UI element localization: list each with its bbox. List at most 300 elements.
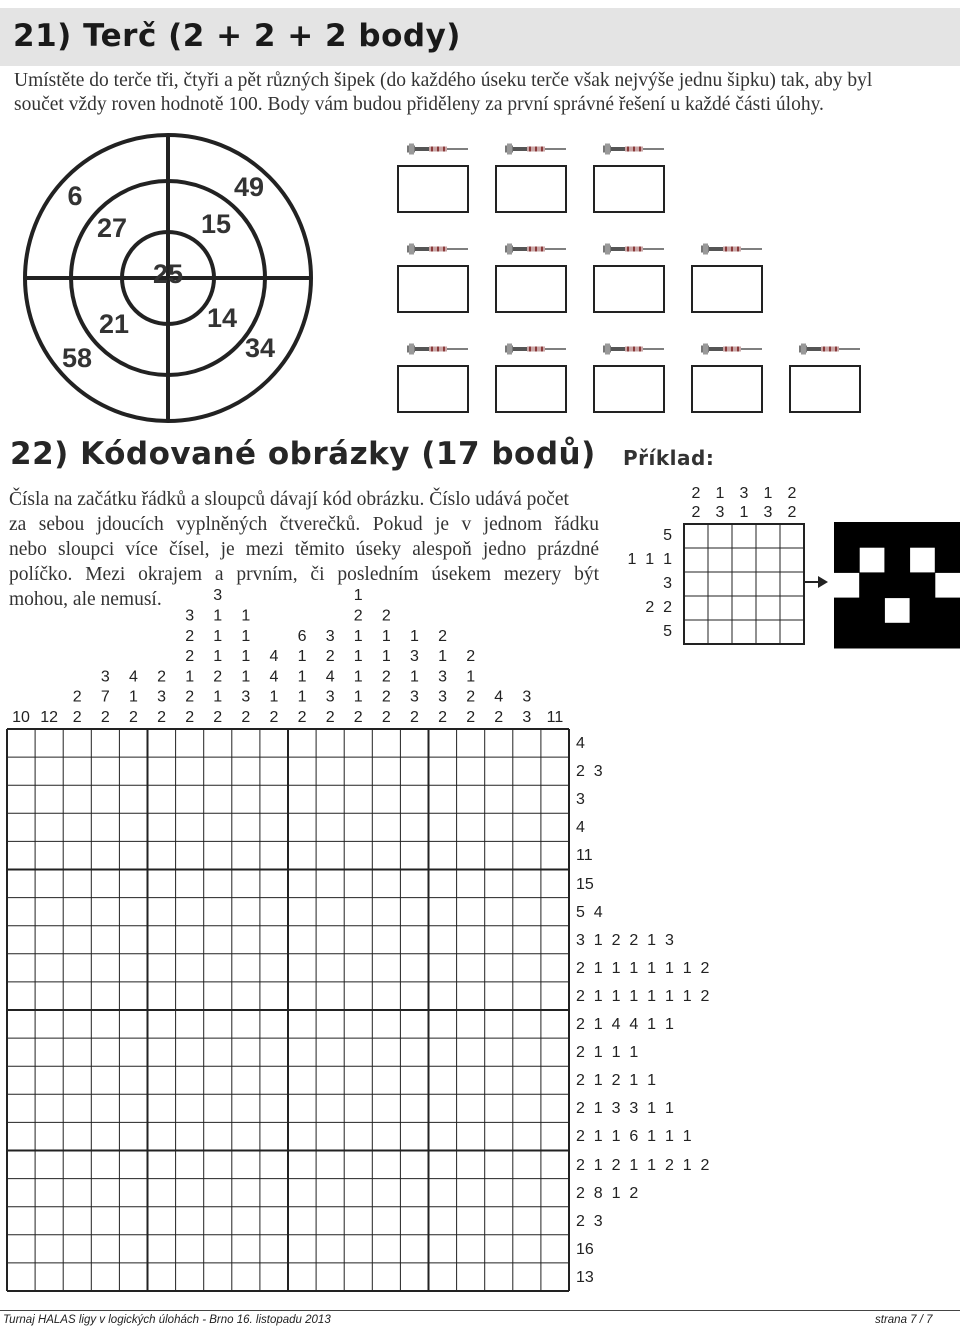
grid-cell[interactable] (485, 1038, 513, 1066)
grid-cell[interactable] (372, 1122, 400, 1150)
grid-cell[interactable] (176, 982, 204, 1010)
grid-cell[interactable] (176, 1122, 204, 1150)
grid-cell[interactable] (541, 1263, 569, 1291)
grid-cell[interactable] (485, 1151, 513, 1179)
grid-cell[interactable] (541, 1179, 569, 1207)
grid-cell[interactable] (541, 785, 569, 813)
grid-cell[interactable] (288, 729, 316, 757)
grid-cell[interactable] (400, 729, 428, 757)
grid-cell[interactable] (91, 898, 119, 926)
grid-cell[interactable] (204, 757, 232, 785)
grid-cell[interactable] (7, 841, 35, 869)
grid-cell[interactable] (513, 926, 541, 954)
grid-cell[interactable] (91, 1263, 119, 1291)
grid-cell[interactable] (176, 813, 204, 841)
grid-cell[interactable] (119, 1010, 147, 1038)
grid-cell[interactable] (457, 841, 485, 869)
grid-cell[interactable] (372, 1235, 400, 1263)
grid-cell[interactable] (91, 870, 119, 898)
grid-cell[interactable] (176, 729, 204, 757)
grid-cell[interactable] (232, 926, 260, 954)
grid-cell[interactable] (400, 841, 428, 869)
grid-cell[interactable] (7, 1151, 35, 1179)
grid-cell[interactable] (288, 813, 316, 841)
target-number[interactable]: 25 (152, 259, 184, 289)
grid-cell[interactable] (400, 926, 428, 954)
grid-cell[interactable] (429, 982, 457, 1010)
grid-cell[interactable] (148, 841, 176, 869)
grid-cell[interactable] (91, 1151, 119, 1179)
grid-cell[interactable] (91, 813, 119, 841)
grid-cell[interactable] (148, 1038, 176, 1066)
grid-cell[interactable] (541, 1151, 569, 1179)
grid-cell[interactable] (119, 1151, 147, 1179)
target-number[interactable]: 15 (200, 209, 232, 239)
target-number[interactable]: 21 (98, 309, 130, 339)
grid-cell[interactable] (316, 1179, 344, 1207)
grid-cell[interactable] (541, 841, 569, 869)
grid-cell[interactable] (35, 785, 63, 813)
grid-cell[interactable] (35, 1263, 63, 1291)
grid-cell[interactable] (372, 1038, 400, 1066)
grid-cell[interactable] (400, 1010, 428, 1038)
grid-cell[interactable] (485, 1094, 513, 1122)
grid-cell[interactable] (35, 1094, 63, 1122)
grid-cell[interactable] (7, 1094, 35, 1122)
grid-cell[interactable] (288, 785, 316, 813)
grid-cell[interactable] (316, 1151, 344, 1179)
grid-cell[interactable] (541, 813, 569, 841)
grid-cell[interactable] (232, 1122, 260, 1150)
grid-cell[interactable] (7, 870, 35, 898)
grid-cell[interactable] (485, 841, 513, 869)
grid-cell[interactable] (316, 926, 344, 954)
grid-cell[interactable] (372, 1263, 400, 1291)
grid-cell[interactable] (176, 926, 204, 954)
grid-cell[interactable] (260, 926, 288, 954)
grid-cell[interactable] (541, 1066, 569, 1094)
grid-cell[interactable] (35, 1207, 63, 1235)
grid-cell[interactable] (400, 1094, 428, 1122)
grid-cell[interactable] (204, 1094, 232, 1122)
grid-cell[interactable] (457, 1038, 485, 1066)
grid-cell[interactable] (316, 1066, 344, 1094)
grid-cell[interactable] (513, 954, 541, 982)
grid-cell[interactable] (119, 954, 147, 982)
target-number[interactable]: 34 (244, 333, 276, 363)
grid-cell[interactable] (513, 1151, 541, 1179)
grid-cell[interactable] (260, 870, 288, 898)
grid-cell[interactable] (119, 1038, 147, 1066)
grid-cell[interactable] (176, 785, 204, 813)
grid-cell[interactable] (344, 1151, 372, 1179)
grid-cell[interactable] (176, 898, 204, 926)
grid-cell[interactable] (232, 785, 260, 813)
grid-cell[interactable] (288, 1151, 316, 1179)
grid-cell[interactable] (400, 813, 428, 841)
grid-cell[interactable] (63, 1179, 91, 1207)
grid-cell[interactable] (232, 841, 260, 869)
grid-cell[interactable] (63, 1010, 91, 1038)
grid-cell[interactable] (485, 757, 513, 785)
grid-cell[interactable] (288, 870, 316, 898)
grid-cell[interactable] (91, 785, 119, 813)
grid-cell[interactable] (232, 1207, 260, 1235)
grid-cell[interactable] (63, 813, 91, 841)
grid-cell[interactable] (232, 870, 260, 898)
grid-cell[interactable] (344, 729, 372, 757)
grid-cell[interactable] (204, 785, 232, 813)
grid-cell[interactable] (344, 785, 372, 813)
grid-cell[interactable] (91, 954, 119, 982)
grid-cell[interactable] (204, 1235, 232, 1263)
grid-cell[interactable] (119, 841, 147, 869)
grid-cell[interactable] (288, 982, 316, 1010)
grid-cell[interactable] (148, 1263, 176, 1291)
grid-cell[interactable] (288, 1235, 316, 1263)
grid-cell[interactable] (232, 1179, 260, 1207)
grid-cell[interactable] (176, 954, 204, 982)
grid-cell[interactable] (429, 813, 457, 841)
grid-cell[interactable] (344, 813, 372, 841)
grid-cell[interactable] (204, 1151, 232, 1179)
grid-cell[interactable] (513, 1010, 541, 1038)
grid-cell[interactable] (35, 729, 63, 757)
grid-cell[interactable] (541, 926, 569, 954)
grid-cell[interactable] (429, 729, 457, 757)
grid-cell[interactable] (288, 841, 316, 869)
grid-cell[interactable] (344, 1207, 372, 1235)
grid-cell[interactable] (63, 757, 91, 785)
grid-cell[interactable] (63, 898, 91, 926)
grid-cell[interactable] (316, 785, 344, 813)
grid-cell[interactable] (260, 785, 288, 813)
grid-cell[interactable] (260, 841, 288, 869)
grid-cell[interactable] (457, 785, 485, 813)
grid-cell[interactable] (429, 1179, 457, 1207)
grid-cell[interactable] (316, 841, 344, 869)
grid-cell[interactable] (513, 813, 541, 841)
grid-cell[interactable] (7, 1235, 35, 1263)
grid-cell[interactable] (63, 982, 91, 1010)
grid-cell[interactable] (91, 841, 119, 869)
grid-cell[interactable] (316, 757, 344, 785)
target-number[interactable]: 49 (233, 172, 265, 202)
grid-cell[interactable] (204, 813, 232, 841)
grid-cell[interactable] (541, 1122, 569, 1150)
grid-cell[interactable] (148, 1066, 176, 1094)
grid-cell[interactable] (260, 757, 288, 785)
grid-cell[interactable] (7, 729, 35, 757)
grid-cell[interactable] (372, 1207, 400, 1235)
grid-cell[interactable] (513, 1066, 541, 1094)
grid-cell[interactable] (457, 1179, 485, 1207)
grid-cell[interactable] (429, 954, 457, 982)
grid-cell[interactable] (35, 1235, 63, 1263)
grid-cell[interactable] (485, 982, 513, 1010)
grid-cell[interactable] (260, 1066, 288, 1094)
grid-cell[interactable] (204, 1207, 232, 1235)
grid-cell[interactable] (513, 1263, 541, 1291)
grid-cell[interactable] (316, 729, 344, 757)
grid-cell[interactable] (63, 1094, 91, 1122)
grid-cell[interactable] (63, 870, 91, 898)
grid-cell[interactable] (35, 1151, 63, 1179)
grid-cell[interactable] (176, 1010, 204, 1038)
grid-cell[interactable] (541, 898, 569, 926)
grid-cell[interactable] (91, 1094, 119, 1122)
grid-cell[interactable] (7, 926, 35, 954)
grid-cell[interactable] (316, 1122, 344, 1150)
grid-cell[interactable] (148, 813, 176, 841)
grid-cell[interactable] (372, 757, 400, 785)
grid-cell[interactable] (91, 1122, 119, 1150)
grid-cell[interactable] (7, 1179, 35, 1207)
grid-cell[interactable] (63, 1122, 91, 1150)
grid-cell[interactable] (288, 954, 316, 982)
grid-cell[interactable] (148, 1151, 176, 1179)
grid-cell[interactable] (541, 1235, 569, 1263)
grid-cell[interactable] (63, 1235, 91, 1263)
grid-cell[interactable] (204, 898, 232, 926)
grid-cell[interactable] (288, 1263, 316, 1291)
grid-cell[interactable] (316, 1235, 344, 1263)
grid-cell[interactable] (344, 841, 372, 869)
grid-cell[interactable] (316, 1207, 344, 1235)
grid-cell[interactable] (63, 1151, 91, 1179)
grid-cell[interactable] (429, 1235, 457, 1263)
grid-cell[interactable] (35, 813, 63, 841)
grid-cell[interactable] (176, 841, 204, 869)
grid-cell[interactable] (485, 898, 513, 926)
grid-cell[interactable] (7, 1263, 35, 1291)
grid-cell[interactable] (372, 841, 400, 869)
grid-cell[interactable] (232, 982, 260, 1010)
grid-cell[interactable] (204, 954, 232, 982)
grid-cell[interactable] (485, 729, 513, 757)
grid-cell[interactable] (429, 757, 457, 785)
grid-cell[interactable] (541, 1207, 569, 1235)
grid-cell[interactable] (260, 1038, 288, 1066)
grid-cell[interactable] (91, 1235, 119, 1263)
grid-cell[interactable] (457, 1066, 485, 1094)
grid-cell[interactable] (457, 1094, 485, 1122)
grid-cell[interactable] (344, 1094, 372, 1122)
grid-cell[interactable] (457, 1263, 485, 1291)
grid-cell[interactable] (176, 1235, 204, 1263)
grid-cell[interactable] (400, 1066, 428, 1094)
grid-cell[interactable] (204, 1179, 232, 1207)
grid-cell[interactable] (400, 1038, 428, 1066)
grid-cell[interactable] (485, 785, 513, 813)
grid-cell[interactable] (204, 1263, 232, 1291)
grid-cell[interactable] (204, 1066, 232, 1094)
grid-cell[interactable] (148, 729, 176, 757)
grid-cell[interactable] (204, 841, 232, 869)
grid-cell[interactable] (35, 1122, 63, 1150)
grid-cell[interactable] (260, 954, 288, 982)
grid-cell[interactable] (372, 1066, 400, 1094)
grid-cell[interactable] (7, 982, 35, 1010)
grid-cell[interactable] (204, 729, 232, 757)
grid-cell[interactable] (400, 757, 428, 785)
grid-cell[interactable] (400, 1122, 428, 1150)
grid-cell[interactable] (457, 729, 485, 757)
grid-cell[interactable] (316, 1263, 344, 1291)
grid-cell[interactable] (91, 1010, 119, 1038)
grid-cell[interactable] (119, 1094, 147, 1122)
grid-cell[interactable] (35, 1066, 63, 1094)
grid-cell[interactable] (7, 813, 35, 841)
grid-cell[interactable] (7, 898, 35, 926)
grid-cell[interactable] (260, 1207, 288, 1235)
grid-cell[interactable] (148, 982, 176, 1010)
grid-cell[interactable] (344, 1179, 372, 1207)
grid-cell[interactable] (288, 1207, 316, 1235)
grid-cell[interactable] (457, 1207, 485, 1235)
grid-cell[interactable] (148, 757, 176, 785)
grid-cell[interactable] (148, 1094, 176, 1122)
grid-cell[interactable] (7, 785, 35, 813)
grid-cell[interactable] (260, 898, 288, 926)
grid-cell[interactable] (176, 1094, 204, 1122)
grid-cell[interactable] (260, 1010, 288, 1038)
grid-cell[interactable] (541, 954, 569, 982)
grid-cell[interactable] (429, 785, 457, 813)
grid-cell[interactable] (344, 757, 372, 785)
grid-cell[interactable] (119, 1179, 147, 1207)
target-number[interactable]: 27 (96, 213, 128, 243)
grid-cell[interactable] (485, 926, 513, 954)
grid-cell[interactable] (372, 1094, 400, 1122)
grid-cell[interactable] (148, 1122, 176, 1150)
grid-cell[interactable] (316, 870, 344, 898)
grid-cell[interactable] (429, 870, 457, 898)
target-number[interactable]: 6 (67, 181, 83, 211)
grid-cell[interactable] (316, 1038, 344, 1066)
grid-cell[interactable] (541, 757, 569, 785)
grid-cell[interactable] (429, 1066, 457, 1094)
grid-cell[interactable] (204, 1038, 232, 1066)
grid-cell[interactable] (63, 841, 91, 869)
grid-cell[interactable] (288, 1066, 316, 1094)
grid-cell[interactable] (35, 1179, 63, 1207)
grid-cell[interactable] (119, 870, 147, 898)
grid-cell[interactable] (344, 1122, 372, 1150)
grid-cell[interactable] (148, 1207, 176, 1235)
grid-cell[interactable] (400, 785, 428, 813)
grid-cell[interactable] (344, 870, 372, 898)
grid-cell[interactable] (457, 1010, 485, 1038)
grid-cell[interactable] (91, 926, 119, 954)
grid-cell[interactable] (232, 1066, 260, 1094)
grid-cell[interactable] (35, 1038, 63, 1066)
grid-cell[interactable] (119, 729, 147, 757)
grid-cell[interactable] (400, 1179, 428, 1207)
grid-cell[interactable] (119, 982, 147, 1010)
grid-cell[interactable] (372, 982, 400, 1010)
grid-cell[interactable] (260, 1094, 288, 1122)
grid-cell[interactable] (541, 729, 569, 757)
grid-cell[interactable] (119, 813, 147, 841)
grid-cell[interactable] (232, 757, 260, 785)
grid-cell[interactable] (513, 1235, 541, 1263)
grid-cell[interactable] (204, 926, 232, 954)
grid-cell[interactable] (176, 757, 204, 785)
grid-cell[interactable] (400, 1207, 428, 1235)
grid-cell[interactable] (176, 870, 204, 898)
grid-cell[interactable] (457, 1122, 485, 1150)
grid-cell[interactable] (316, 954, 344, 982)
grid-cell[interactable] (260, 1122, 288, 1150)
grid-cell[interactable] (372, 1151, 400, 1179)
grid-cell[interactable] (232, 1151, 260, 1179)
grid-cell[interactable] (485, 954, 513, 982)
grid-cell[interactable] (457, 870, 485, 898)
grid-cell[interactable] (63, 926, 91, 954)
grid-cell[interactable] (232, 898, 260, 926)
grid-cell[interactable] (91, 757, 119, 785)
grid-cell[interactable] (91, 982, 119, 1010)
grid-cell[interactable] (541, 1010, 569, 1038)
grid-cell[interactable] (429, 898, 457, 926)
grid-cell[interactable] (260, 1263, 288, 1291)
grid-cell[interactable] (429, 1038, 457, 1066)
grid-cell[interactable] (344, 1263, 372, 1291)
grid-cell[interactable] (429, 1010, 457, 1038)
grid-cell[interactable] (35, 841, 63, 869)
grid-cell[interactable] (260, 1151, 288, 1179)
grid-cell[interactable] (35, 1010, 63, 1038)
grid-cell[interactable] (400, 1263, 428, 1291)
grid-cell[interactable] (429, 1122, 457, 1150)
grid-cell[interactable] (457, 1151, 485, 1179)
grid-cell[interactable] (119, 1066, 147, 1094)
grid-cell[interactable] (119, 1207, 147, 1235)
grid-cell[interactable] (91, 729, 119, 757)
grid-cell[interactable] (232, 1235, 260, 1263)
grid-cell[interactable] (344, 982, 372, 1010)
grid-cell[interactable] (260, 1179, 288, 1207)
grid-cell[interactable] (400, 870, 428, 898)
grid-cell[interactable] (541, 1094, 569, 1122)
grid-cell[interactable] (232, 1010, 260, 1038)
grid-cell[interactable] (316, 1094, 344, 1122)
grid-cell[interactable] (63, 1207, 91, 1235)
grid-cell[interactable] (176, 1207, 204, 1235)
grid-cell[interactable] (513, 1207, 541, 1235)
grid-cell[interactable] (119, 898, 147, 926)
grid-cell[interactable] (91, 1207, 119, 1235)
grid-cell[interactable] (457, 898, 485, 926)
grid-cell[interactable] (288, 926, 316, 954)
grid-cell[interactable] (400, 1235, 428, 1263)
grid-cell[interactable] (513, 1038, 541, 1066)
grid-cell[interactable] (541, 1038, 569, 1066)
grid-cell[interactable] (429, 926, 457, 954)
target-number[interactable]: 14 (206, 303, 238, 333)
grid-cell[interactable] (316, 1010, 344, 1038)
grid-cell[interactable] (541, 982, 569, 1010)
grid-cell[interactable] (35, 757, 63, 785)
grid-cell[interactable] (260, 982, 288, 1010)
target-number[interactable]: 58 (61, 343, 93, 373)
grid-cell[interactable] (513, 729, 541, 757)
grid-cell[interactable] (35, 898, 63, 926)
grid-cell[interactable] (485, 1207, 513, 1235)
grid-cell[interactable] (204, 982, 232, 1010)
grid-cell[interactable] (7, 1066, 35, 1094)
